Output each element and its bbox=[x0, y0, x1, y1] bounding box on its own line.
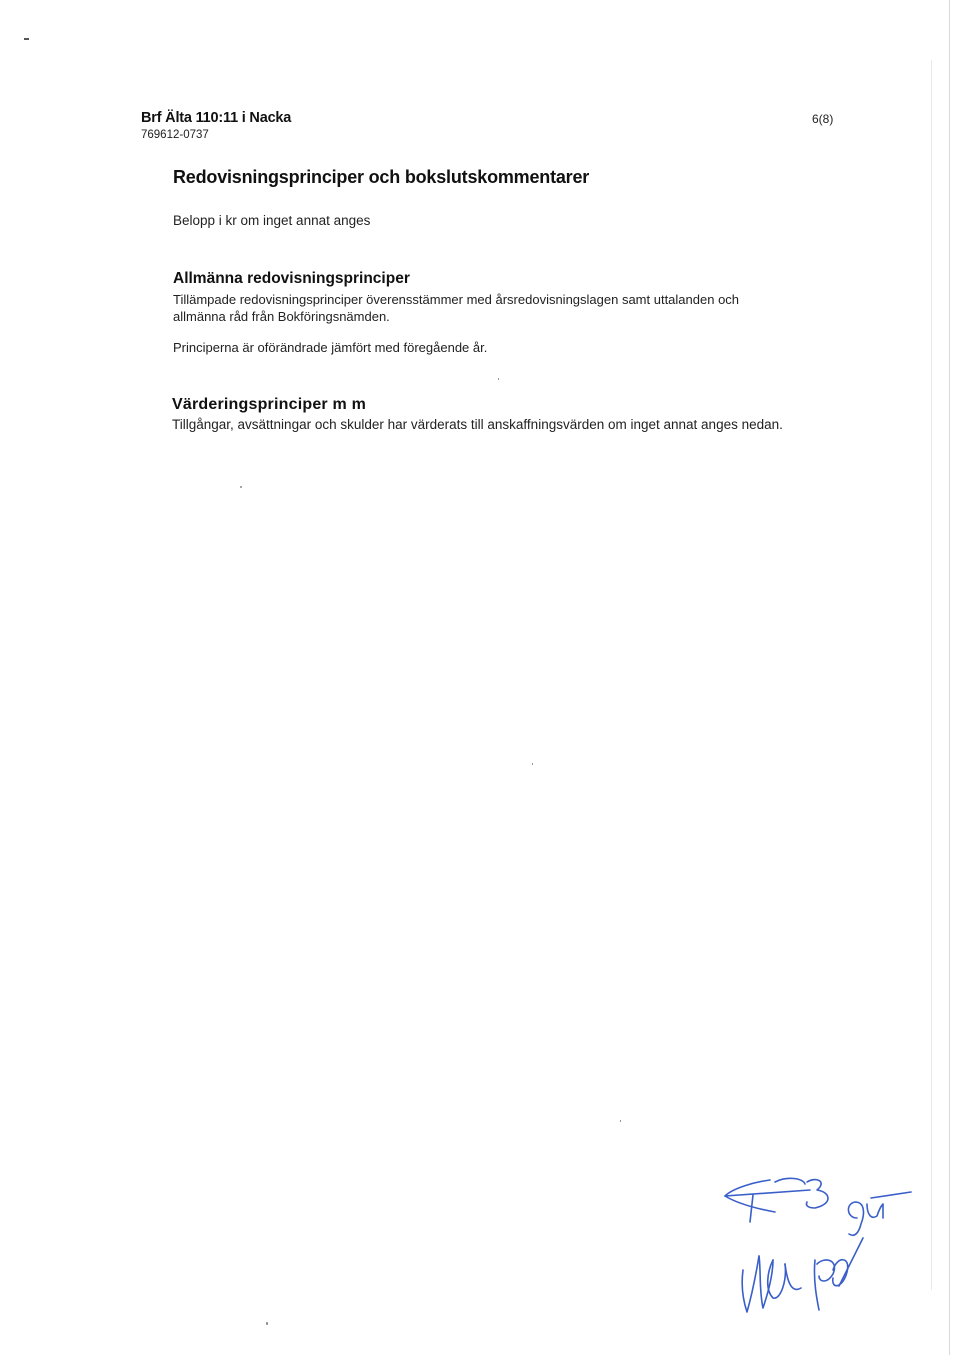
signature-stroke bbox=[814, 1260, 819, 1310]
signature-stroke bbox=[742, 1256, 759, 1312]
amount-note: Belopp i kr om inget annat anges bbox=[173, 213, 371, 228]
page-number: 6(8) bbox=[812, 112, 834, 126]
scan-speck bbox=[532, 763, 533, 765]
page-title: Redovisningsprinciper och bokslutskommentarer bbox=[173, 167, 590, 187]
scan-edge-line-faint bbox=[931, 60, 932, 1290]
general-principles-line-1: Tillämpade redovisningsprinciper överensstämmer med årsredovisningslagen samt uttalanden och bbox=[173, 292, 740, 307]
general-principles-heading: Allmänna redovisningsprinciper bbox=[173, 270, 410, 287]
general-principles-line-2: allmänna råd från Bokföringsnämden. bbox=[173, 309, 390, 324]
signature-stroke bbox=[785, 1264, 801, 1289]
signature-ink bbox=[725, 1178, 911, 1312]
handwritten-signatures bbox=[715, 1160, 915, 1320]
signature-stroke bbox=[775, 1178, 805, 1184]
scan-speck bbox=[498, 378, 499, 380]
signature-stroke bbox=[848, 1202, 863, 1235]
signature-stroke bbox=[806, 1180, 828, 1208]
scan-speck bbox=[620, 1120, 621, 1122]
general-principles-text bbox=[173, 291, 823, 325]
scan-mark bbox=[24, 38, 29, 40]
organization-name: Brf Älta 110:11 i Nacka bbox=[141, 110, 292, 126]
principles-unchanged-text: Principerna är oförändrade jämfört med föregående år. bbox=[173, 340, 488, 355]
signature-stroke bbox=[839, 1238, 863, 1286]
valuation-principles-heading: Värderingsprinciper m m bbox=[172, 396, 366, 413]
scan-speck bbox=[266, 1322, 268, 1325]
signature-stroke bbox=[871, 1192, 911, 1198]
signature-stroke bbox=[750, 1195, 753, 1222]
signature-stroke bbox=[725, 1190, 810, 1196]
scan-edge-line bbox=[949, 0, 950, 1355]
organization-number: 769612-0737 bbox=[141, 129, 209, 141]
signature-stroke bbox=[867, 1204, 883, 1218]
scan-speck bbox=[240, 486, 242, 488]
signature-stroke bbox=[817, 1260, 834, 1281]
valuation-principles-text: Tillgångar, avsättningar och skulder har värderats till anskaffningsvärden om inget annat anges nedan. bbox=[172, 417, 783, 432]
